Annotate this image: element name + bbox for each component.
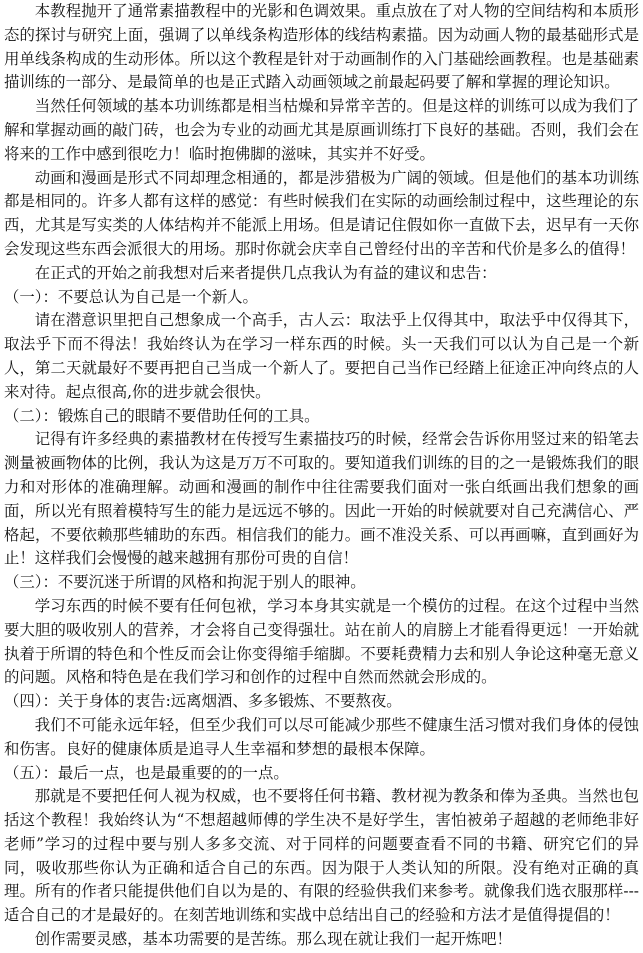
closing-paragraph: 创作需要灵感，基本功需要的是苦练。那么现在就让我们一起开炼吧！ bbox=[34, 930, 512, 949]
advice-body-3: 学习东西的时候不要有任何包袱，学习本身其实就是一个模仿的过程。在这个过程中当然要大胆的吸收别人的营养，才会将自己变得强壮。站在前人的肩膀上才能看得更远！一开始就执着于所谓的特色和个性反而会让你变得缩手缩脚。不要耗费精力去和别人争论这种毫无意义的问题。风格和特色是在我们学习和创作的过程中自然而然就会形成的。 bbox=[4, 596, 639, 687]
paragraph-intro: 本教程抛开了通常素描教程中的光影和色调效果。重点放在了对人物的空间结构和本质形态的探讨与研究上面，强调了以单线条构造形体的线结构素描。因为动画人物的最基础形式是用单线条构成的生动形体。所以这个教程是针对于动画制作的入门基础绘画教程。也是基础素描训练的一部分、是最简单的也是正式踏入动画领域之前最起码要了解和掌握的理论知识。 bbox=[4, 2, 639, 92]
paragraph-animation-comics: 动画和漫画是形式不同却理念相通的，都是涉猎极为广阔的领域。但是他们的基本功训练都是相同的。许多人都有这样的感觉：有些时候我们在实际的动画绘制过程中，这些理论的东西，尤其是写实类的人体结构并不能派上用场。但是请记住假如你一直做下去，迟早有一天你会发现这些东西会派很大的用场。那时你就会庆幸自己曾经付出的辛苦和代价是多么的值得！ bbox=[4, 168, 639, 258]
advice-body-5: 那就是不要把任何人视为权威，也不要将任何书籍、教材视为教条和俸为圣典。当然也包括这个教程！我始终认为“不想超越师傅的学生决不是好学生，害怕被弟子超越的老师绝非好老师”学习的过程中要与别人多多交流、对于同样的问题要查看不同的书籍、研究它们的异同，吸收那些你认为正确和适合自己的东西。因为限于人类认知的所限。没有绝对正确的真理。所有的作者只能提供他们自以为是的、有限的经验供我们来参考。就像我们选衣服那样---适合自己的才是最好的。在刻苦地训练和实战中总结出自己的经验和方法才是值得提倡的！ bbox=[4, 787, 639, 925]
advice-body-2: 记得有许多经典的素描教材在传授写生素描技巧的时候，经常会告诉你用竖过来的铅笔去测量被画物体的比例，我认为这是万万不可取的。要知道我们训练的目的之一是锻炼我们的眼力和对形体的准确理解。动画和漫画的制作中往往需要我们面对一张白纸画出我们想象的画面，所以光有照着模特写生的能力是远远不够的。因此一开始的时候就要对自己充满信心、严格起，不要依赖那些辅助的东西。相信我们的能力。画不准没关系、可以再画嘛，直到画好为止！这样我们会慢慢的越来越拥有那份可贵的自信！ bbox=[4, 430, 639, 568]
advice-body-4: 我们不可能永远年轻，但至少我们可以尽可能减少那些不健康生活习惯对我们身体的侵蚀和伤害。良好的健康体质是追寻人生幸福和梦想的最根本保障。 bbox=[4, 715, 639, 758]
paragraph-basic-training: 当然任何领域的基本功训练都是相当枯燥和异常辛苦的。但是这样的训练可以成为我们了解和掌握动画的敲门砖，也会为专业的动画尤其是原画训练打下良好的基础。否则，我们会在将来的工作中感到很吃力！临时抱佛脚的滋味，其实并不好受。 bbox=[4, 97, 639, 163]
advice-body-1: 请在潜意识里把自己想象成一个高手，古人云：取法乎上仅得其中，取法乎中仅得其下，取法乎下而不得法！我始终认为在学习一样东西的时候。头一天我们可以认为自己是一个新人，第二天就最好不要再把自己当成一个新人了。要把自己当作已经踏上征途正冲向终点的人来对待。起点很高,你的进步就会很快。 bbox=[4, 311, 639, 401]
paragraph-advice-intro: 在正式的开始之前我想对后来者提供几点我认为有益的建议和忠告： bbox=[34, 263, 497, 282]
advice-heading-5: （五）：最后一点，也是最重要的的一点。 bbox=[4, 763, 289, 782]
advice-heading-4: （四）：关于身体的衷告:远离烟酒、多多锻炼、不要熬夜。 bbox=[4, 692, 402, 711]
advice-heading-3: （三）：不要沉迷于所谓的风格和拘泥于别人的眼神。 bbox=[4, 573, 366, 592]
advice-heading-2: （二）：锻炼自己的眼睛不要借助任何的工具。 bbox=[4, 406, 320, 425]
advice-heading-1: （一）：不要总认为自己是一个新人。 bbox=[4, 287, 258, 306]
